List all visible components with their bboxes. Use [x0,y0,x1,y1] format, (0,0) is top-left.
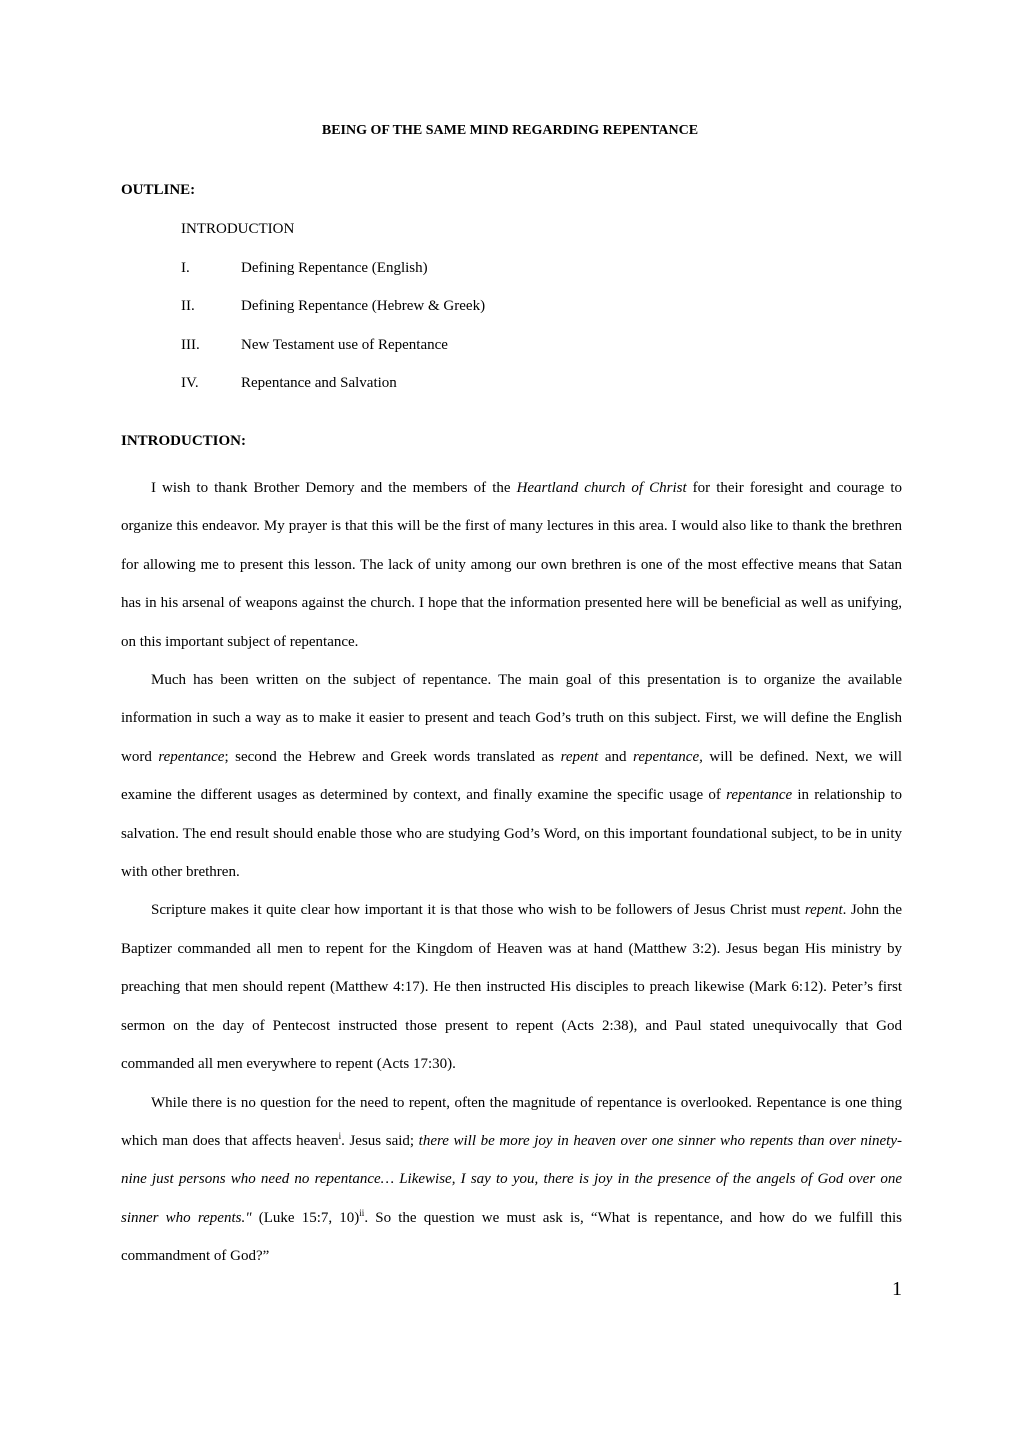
text-run: and [598,748,634,765]
paragraph-3 [121,891,902,1083]
text-run: for their foresight and courage to organize this endeavor. My prayer is that this will be the first of many lectures in this area. I would also like to thank the brethren for allowing me to present this lesson. The lack of unity among our own brethren is one of the most effective means that Satan has in his arsenal of weapons against the church. I hope that the information presented here will be beneficial as well as unifying, on this important subject of repentance. [121,480,902,650]
paragraph-1 [121,469,902,661]
outline-item-label: Repentance and Salvation [241,375,397,391]
text-run: . Jesus said; [341,1132,419,1149]
outline-item-number: I. [181,259,190,276]
italic-text-run: repentance [158,748,225,765]
text-run: Much has been written on the subject of repentance. The main goal of this presentation is to organize the available information in such a way as to make it easier to present and teach God’s truth on this subject. First, we will define the English word [121,672,902,765]
text-run: ; second the Hebrew and Greek words translated as [224,748,561,765]
text-run: I wish to thank Brother Demory and the members of the [151,480,517,496]
document-body [121,469,902,1276]
text-run: (Luke 15:7, 10) [251,1209,360,1226]
outline-item-label: Defining Repentance (Hebrew & Greek) [241,298,486,314]
paragraph-4 [121,1084,902,1276]
outline-item-number: III. [181,336,200,353]
introduction-heading: INTRODUCTION: [121,433,247,449]
italic-text-run: repentance [726,787,793,804]
outline-item-number: IV. [181,375,199,391]
text-run: in relationship to salvation. The end result should enable those who are studying God’s Word, on this important foundational subject, to be in unity with other brethren. [121,787,903,881]
outline-intro: INTRODUCTION [181,221,295,237]
italic-text-run: Heartland church of Christ [516,480,687,496]
page-number: 1 [892,1278,902,1300]
paragraph-2 [121,661,902,891]
italic-text-run: repent [560,748,599,765]
document-title: BEING OF THE SAME MIND REGARDING REPENTANCE [321,123,699,138]
text-run: While there is no question for the need to repent, often the magnitude of repentance is overlooked. Repentance is one thing which man does that affects heaven [121,1094,902,1149]
outline-item-number: II. [181,298,195,314]
italic-quote: there will be more joy in heaven over one sinner who repents than over ninety-nine just persons who need no repentance… Likewise, I say to you, there is joy in the presence of the angels of God over one sinner who repents." [121,1132,902,1226]
italic-text-run: repentance, [633,748,703,765]
text-run: . John the Baptizer commanded all men to repent for the Kingdom of Heaven was at hand (Matthew 3:2). Jesus began His ministry by preaching that men should repent (Matthew 4:17). He then instructed His disciples to preach likewise (Mark 6:12). Peter’s first sermon on the day of Pentecost instructed those present to repent (Acts 2:38), and Paul stated unequivocally that God commanded all men everywhere to repent (Acts 17:30). [121,902,902,1073]
italic-text-run: repent [804,902,843,919]
outline-item-label: Defining Repentance (English) [241,259,428,276]
text-run: . So the question we must ask is, “What is repentance, and how do we fulfill this commandment of God?” [121,1209,903,1265]
endnote-reference[interactable]: ii [359,1207,365,1218]
outline-item-label: New Testament use of Repentance [241,336,448,353]
text-run: will be defined. Next, we will examine the different usages as determined by context, and finally examine the specific usage of [121,748,902,804]
text-run: Scripture makes it quite clear how important it is that those who wish to be followers of Jesus Christ must [151,902,805,919]
outline-heading: OUTLINE: [121,182,196,198]
endnote-reference[interactable]: i [338,1130,342,1141]
